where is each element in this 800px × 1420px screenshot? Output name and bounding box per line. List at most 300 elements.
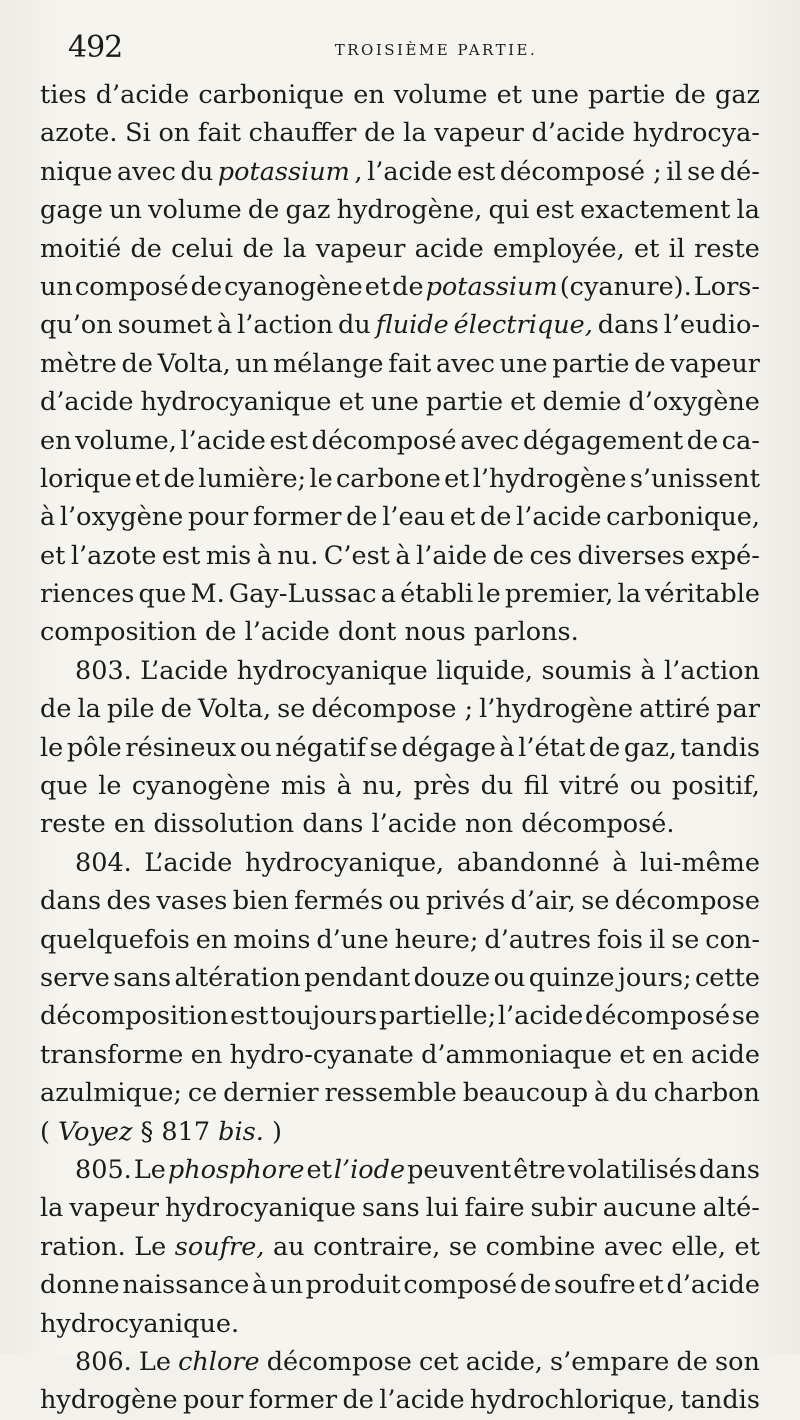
word: vapeur xyxy=(315,233,406,264)
word: l’eudio- xyxy=(663,310,760,341)
word: altération xyxy=(174,962,301,993)
word: aucune xyxy=(602,1193,697,1224)
italic-word: soufre, xyxy=(174,1231,265,1262)
word: ( xyxy=(40,1116,50,1147)
italic-word: potassium xyxy=(217,156,350,187)
word: peuvent xyxy=(407,1154,512,1185)
word: l’oxygène xyxy=(59,502,184,533)
word: l’acide xyxy=(497,1001,584,1032)
word: en xyxy=(40,425,72,456)
word: se xyxy=(448,1231,478,1262)
word: l’eau xyxy=(382,502,446,533)
word: partie xyxy=(588,80,666,110)
word: dans xyxy=(597,310,659,341)
text-line xyxy=(40,383,760,421)
running-head xyxy=(68,28,764,72)
word: acide xyxy=(690,1039,760,1070)
word: Gay-Lussac xyxy=(228,579,377,610)
word: de xyxy=(190,271,223,302)
word: vapeur xyxy=(670,348,760,379)
word: décomposition xyxy=(40,1001,229,1032)
word: abandonné xyxy=(456,847,600,878)
word: ressemble xyxy=(324,1078,457,1109)
text-line xyxy=(40,268,760,306)
word: reste xyxy=(694,233,760,264)
word: et xyxy=(338,387,364,418)
word: volume xyxy=(393,80,488,110)
word: ration. xyxy=(40,1231,126,1262)
text-line xyxy=(40,460,760,498)
word: être xyxy=(513,1154,566,1185)
word: hydro-cyanate xyxy=(229,1039,414,1070)
word: Le xyxy=(138,1346,171,1377)
word: carbonique, xyxy=(606,502,760,533)
word: avec xyxy=(460,425,520,456)
word: la xyxy=(40,1193,64,1224)
word: serve xyxy=(40,962,110,993)
word: partielle; xyxy=(378,1001,497,1032)
italic-word: électrique, xyxy=(453,310,593,341)
text-line xyxy=(40,153,760,191)
word: une xyxy=(531,80,580,110)
text-line xyxy=(40,997,760,1035)
word: bien xyxy=(232,886,289,917)
word: que xyxy=(138,579,187,610)
italic-word: fluide xyxy=(375,310,449,341)
word: qu’on xyxy=(40,310,113,341)
word: du xyxy=(480,771,514,802)
word: ce xyxy=(187,1078,218,1109)
word: Lors- xyxy=(693,271,760,302)
text-line xyxy=(40,1189,760,1227)
italic-word: phosphore xyxy=(167,1154,305,1185)
word: carbone xyxy=(335,463,441,494)
italic-word: chlore xyxy=(178,1346,260,1377)
word: liquide, xyxy=(436,655,534,686)
word: cyanogène xyxy=(224,271,363,302)
word: et xyxy=(634,233,660,264)
italic-word: l’iode xyxy=(333,1154,406,1185)
word: d’acide xyxy=(531,118,626,149)
word: négatif xyxy=(275,732,367,763)
word: jours; xyxy=(618,962,692,993)
word: en xyxy=(190,1039,223,1070)
text-line xyxy=(40,76,760,114)
word: à xyxy=(252,1270,268,1301)
word: de xyxy=(686,425,719,456)
word: reste xyxy=(40,809,106,840)
word: à xyxy=(640,655,656,686)
page-number: 492 xyxy=(68,30,123,65)
word: ou xyxy=(388,886,421,917)
text-line xyxy=(40,1266,760,1304)
word: on xyxy=(158,118,191,149)
word: véritable xyxy=(645,579,760,610)
word: l’action xyxy=(237,310,334,341)
text-line xyxy=(40,767,760,805)
word: hydrogène xyxy=(40,1385,178,1416)
word: hydrocyanique xyxy=(140,387,332,418)
word: lui-même xyxy=(640,847,760,878)
word: ou xyxy=(239,732,272,763)
word: le xyxy=(40,732,64,763)
word: l’acide xyxy=(379,1385,465,1416)
word: la xyxy=(403,118,427,149)
word: fois xyxy=(596,924,644,955)
word: hydrocyanique. xyxy=(40,1308,240,1339)
word: hydrocyanique xyxy=(236,655,428,686)
word: au xyxy=(272,1231,305,1262)
word: l’acide xyxy=(367,156,453,187)
word: est xyxy=(161,540,201,571)
italic-word: potassium xyxy=(425,271,558,302)
word: et xyxy=(510,387,536,418)
word: volume xyxy=(148,195,242,226)
word: vapeur xyxy=(434,118,524,149)
word: décomposé xyxy=(584,1001,731,1032)
text-line xyxy=(40,844,760,882)
word: riences xyxy=(40,579,135,610)
text-line xyxy=(40,1305,760,1343)
word: à xyxy=(612,847,628,878)
word: cet xyxy=(418,1346,459,1377)
word: elle, xyxy=(671,1231,727,1262)
word: que xyxy=(40,771,88,802)
word: ou xyxy=(493,962,526,993)
word: en xyxy=(652,1039,684,1070)
word: a xyxy=(380,579,396,610)
word: ou xyxy=(629,771,662,802)
word: sans xyxy=(113,962,172,993)
word: et xyxy=(619,1039,645,1070)
word: l’aide xyxy=(416,540,488,571)
word: de xyxy=(205,617,237,648)
word: de xyxy=(242,233,274,264)
word: décomposé ; xyxy=(499,156,662,187)
word: subir xyxy=(530,1193,597,1224)
word: l’action xyxy=(664,655,760,686)
text-line xyxy=(40,422,760,460)
word: résineux xyxy=(125,732,237,763)
word: mélange xyxy=(273,348,384,379)
text-line xyxy=(40,114,760,152)
body-text xyxy=(40,76,760,1420)
word: con- xyxy=(705,924,760,955)
word: dont xyxy=(338,617,397,648)
word: une xyxy=(370,387,419,418)
word: pendant xyxy=(304,962,411,993)
word: à xyxy=(256,540,272,571)
word: hydrogène, xyxy=(336,195,483,226)
text-line xyxy=(40,690,760,728)
word: fermés xyxy=(294,886,384,917)
word: dans xyxy=(698,1154,760,1185)
word: de xyxy=(130,233,162,264)
word: attiré xyxy=(639,694,711,725)
word: mètre xyxy=(40,348,117,379)
text-line xyxy=(40,882,760,920)
text-line xyxy=(40,805,760,843)
word: hydrocyanique, xyxy=(245,847,445,878)
word: privés xyxy=(425,886,506,917)
word: diverses xyxy=(577,540,685,571)
word: de xyxy=(676,1346,708,1377)
word: décompose xyxy=(266,1346,412,1377)
word: ces xyxy=(529,540,572,571)
word: l’état xyxy=(518,732,586,763)
word: employée, xyxy=(492,233,625,264)
text-line xyxy=(40,191,760,229)
word: soufre xyxy=(554,1270,636,1301)
word: d’acide xyxy=(95,80,190,110)
text-line xyxy=(40,613,760,651)
italic-word: bis. xyxy=(218,1116,264,1147)
word: de xyxy=(364,118,396,149)
word: et xyxy=(734,1231,760,1262)
word: et xyxy=(496,80,522,110)
text-line xyxy=(40,1381,760,1419)
word: exactement xyxy=(580,195,731,226)
word: naissance xyxy=(122,1270,250,1301)
word: volume, xyxy=(75,425,177,456)
word: d’acide xyxy=(40,387,134,418)
word: C’est xyxy=(323,540,390,571)
word: pile xyxy=(106,694,155,725)
word: former xyxy=(248,1385,338,1416)
word: quelquefois xyxy=(40,924,190,955)
word: volatilisés xyxy=(567,1154,697,1185)
word: premier, xyxy=(504,579,614,610)
word: soumet xyxy=(117,310,212,341)
word: la xyxy=(283,233,307,264)
word: et xyxy=(40,540,66,571)
word: d’autres xyxy=(484,924,592,955)
word: de xyxy=(40,694,72,725)
word: décomposé xyxy=(311,425,457,456)
word: et xyxy=(449,502,476,533)
word: le xyxy=(477,579,501,610)
word: composition xyxy=(40,617,197,648)
text-line xyxy=(40,729,760,767)
word: charbon xyxy=(653,1078,760,1109)
word: avec xyxy=(603,1231,663,1262)
word: la xyxy=(77,694,101,725)
word: gaz xyxy=(285,195,331,226)
word: l’azote xyxy=(70,540,157,571)
word: positif, xyxy=(671,771,760,802)
word: l’hydrogène xyxy=(479,694,634,725)
word: 805. xyxy=(75,1154,132,1185)
word: quinze xyxy=(528,962,615,993)
word: pôle xyxy=(66,732,122,763)
word: de xyxy=(121,348,153,379)
word: produit xyxy=(305,1270,401,1301)
word: et xyxy=(306,1154,332,1185)
word: un xyxy=(109,195,142,226)
word: est xyxy=(269,425,308,456)
word: (cyanure). xyxy=(559,271,692,302)
word: se xyxy=(581,886,610,917)
word: mis xyxy=(280,771,327,802)
word: et xyxy=(134,463,161,494)
word: hydrochlorique, xyxy=(469,1385,676,1416)
word: dernier xyxy=(223,1078,319,1109)
word: hydrocya- xyxy=(632,118,760,149)
word: la xyxy=(736,195,760,226)
word: avec xyxy=(116,156,176,187)
word: il xyxy=(666,156,683,187)
word: du xyxy=(180,156,214,187)
word: gage xyxy=(40,195,103,226)
word: contraire, xyxy=(313,1231,441,1262)
word: toujours xyxy=(270,1001,378,1032)
word: L’acide xyxy=(144,847,233,878)
text-line xyxy=(40,575,760,613)
word: est xyxy=(456,156,496,187)
word: chauffer xyxy=(248,118,357,149)
word: s’empare xyxy=(550,1346,670,1377)
text-line xyxy=(40,1228,760,1266)
word: tandis xyxy=(680,1385,760,1416)
word: se xyxy=(731,1001,760,1032)
word: à xyxy=(336,771,352,802)
word: se xyxy=(671,924,700,955)
word: 806. xyxy=(75,1346,132,1377)
word: de xyxy=(392,271,424,302)
word: l’hydrogène xyxy=(472,463,627,494)
text-line xyxy=(40,652,760,690)
word: d’une xyxy=(316,924,389,955)
word: en xyxy=(195,924,228,955)
running-title: TROISIÈME PARTIE. xyxy=(334,41,538,59)
word: fait xyxy=(197,118,241,149)
word: à xyxy=(499,732,515,763)
word: ) xyxy=(271,1116,282,1147)
word: gaz xyxy=(715,80,760,110)
word: qui xyxy=(488,195,530,226)
word: de xyxy=(519,1270,552,1301)
word: un xyxy=(235,348,269,379)
word: dégage xyxy=(401,732,496,763)
word: nu. xyxy=(277,540,319,571)
word: d’ammoniaque xyxy=(421,1039,613,1070)
text-line xyxy=(40,537,760,575)
word: lui xyxy=(425,1193,459,1224)
word: il xyxy=(668,233,685,264)
word: heure; xyxy=(394,924,479,955)
word: mis xyxy=(205,540,252,571)
word: son xyxy=(715,1346,760,1377)
word: à xyxy=(594,1078,610,1109)
word: composé xyxy=(403,1270,518,1301)
word: de xyxy=(346,502,378,533)
word: pour xyxy=(187,502,249,533)
word: tandis xyxy=(680,732,760,763)
word: dans xyxy=(302,809,364,840)
word: moins xyxy=(233,924,311,955)
word: nique xyxy=(40,156,113,187)
word: soumis xyxy=(541,655,632,686)
word: fait xyxy=(388,348,432,379)
word: acide xyxy=(414,233,484,264)
word: hydrocyanique xyxy=(164,1193,356,1224)
word: nu, xyxy=(362,771,404,802)
word: en xyxy=(113,809,146,840)
word: décompose xyxy=(614,886,760,917)
word: de xyxy=(247,195,280,226)
word: décompose ; xyxy=(311,694,474,725)
word: , xyxy=(354,156,363,187)
word: par xyxy=(716,694,760,725)
text-line xyxy=(40,1074,760,1112)
word: décomposé. xyxy=(521,809,675,840)
word: dé- xyxy=(719,156,760,187)
word: se xyxy=(277,694,306,725)
word: nous xyxy=(404,617,466,648)
text-line xyxy=(40,306,760,344)
word: et xyxy=(444,463,470,494)
word: Si xyxy=(125,118,151,149)
word: est xyxy=(535,195,574,226)
word: M. xyxy=(190,579,225,610)
word: de xyxy=(588,732,621,763)
word: un xyxy=(270,1270,303,1301)
word: parlons. xyxy=(473,617,579,648)
word: un xyxy=(40,271,73,302)
word: et xyxy=(364,271,391,302)
word: dissolution xyxy=(153,809,295,840)
word: près xyxy=(413,771,471,802)
word: alté- xyxy=(702,1193,760,1224)
word: Volta, xyxy=(157,348,231,379)
text-line xyxy=(40,345,760,383)
word: lorique xyxy=(40,463,132,494)
word: établi xyxy=(400,579,474,610)
word: de xyxy=(634,348,666,379)
word: gaz, xyxy=(623,732,677,763)
word: pour xyxy=(182,1385,244,1416)
word: du xyxy=(337,310,371,341)
word: il xyxy=(648,924,666,955)
text-line xyxy=(40,1151,760,1189)
word: de xyxy=(160,694,192,725)
word: lumière; xyxy=(198,463,307,494)
word: vapeur xyxy=(69,1193,159,1224)
text-line xyxy=(40,498,760,536)
word: fil xyxy=(523,771,549,802)
word: de xyxy=(479,502,512,533)
word: l’acide xyxy=(180,425,266,456)
text-line xyxy=(40,959,760,997)
word: cette xyxy=(694,962,760,993)
word: ca- xyxy=(721,425,760,456)
word: à xyxy=(40,502,56,533)
word: l’acide xyxy=(516,502,602,533)
word: d’acide xyxy=(666,1270,760,1301)
word: de xyxy=(342,1385,374,1416)
word: beaucoup xyxy=(462,1078,589,1109)
word: se xyxy=(687,156,716,187)
word: ties xyxy=(40,80,87,110)
word: non xyxy=(464,809,514,840)
word: l’acide xyxy=(244,617,330,648)
word: du xyxy=(615,1078,648,1109)
word: Le xyxy=(133,1154,166,1185)
word: 804. xyxy=(75,847,132,878)
word: faire xyxy=(464,1193,525,1224)
word: expé- xyxy=(690,540,760,571)
word: acide, xyxy=(465,1346,543,1377)
